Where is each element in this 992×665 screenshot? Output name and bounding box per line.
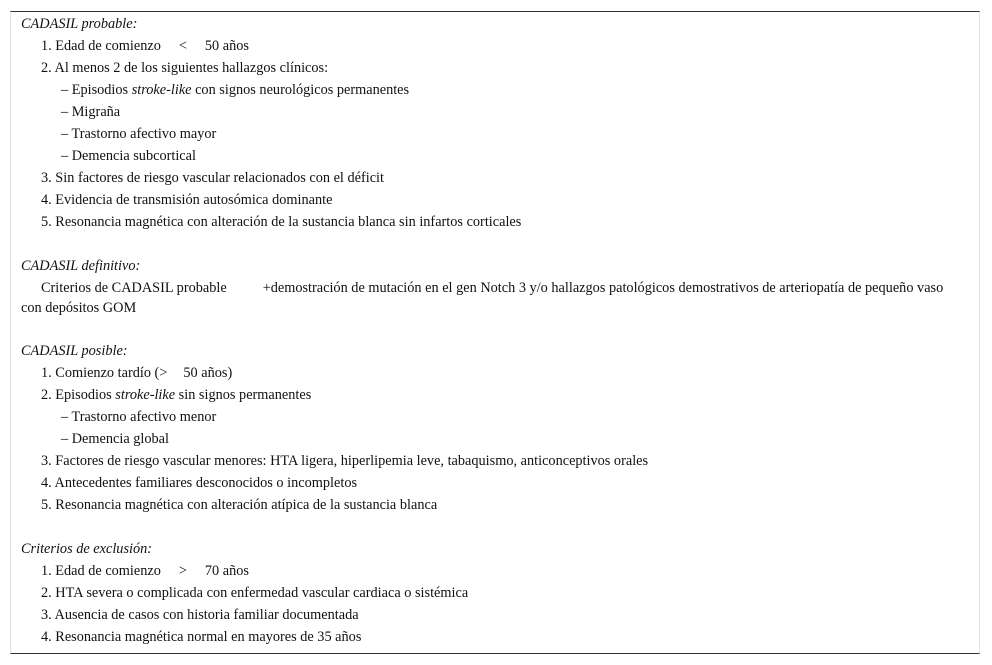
exclusion-item-2: 2. HTA severa o complicada con enfermedad vascular cardiaca o sistémica [41, 585, 469, 601]
probable-item-2: 2. Al menos 2 de los siguientes hallazgos clínicos: [41, 60, 329, 76]
section-title-definitivo: CADASIL definitivo: [21, 258, 141, 274]
section-title-exclusion: Criterios de exclusión: [21, 541, 153, 557]
probable-item-1 [21, 35, 957, 57]
section-title-posible: CADASIL posible: [21, 343, 128, 359]
posible-item-1-pre: 1. Comienzo tardío (> [41, 365, 168, 381]
probable-subitem-1-emphasis: stroke-like [131, 82, 192, 98]
probable-subitem-4: – Demencia subcortical [61, 148, 196, 164]
less-than-symbol: < [178, 38, 187, 54]
exclusion-item-1 [21, 560, 957, 582]
probable-subitem-3: – Trastorno afectivo mayor [61, 126, 217, 142]
posible-item-2-post: sin signos permanentes [175, 387, 312, 403]
probable-item-5: 5. Resonancia magnética con alteración de la sustancia blanca sin infartos corticales [41, 214, 522, 230]
definitivo-post: demostración de mutación en el gen Notch 3 y/o hallazgos patológicos demostrativos de arteriopatía de pequeño vaso con depósitos GOM [21, 280, 944, 316]
posible-subitem-2: – Demencia global [61, 431, 169, 447]
probable-subitem-1-pre: – Episodios [61, 82, 132, 98]
exclusion-item-1-label: 1. Edad de comienzo [41, 563, 161, 579]
probable-subitem-2: – Migraña [61, 104, 121, 120]
probable-item-3: 3. Sin factores de riesgo vascular relacionados con el déficit [41, 170, 384, 186]
exclusion-item-1-value: 70 años [204, 563, 249, 579]
section-title-probable: CADASIL probable: [21, 16, 138, 32]
definitivo-criteria [21, 278, 957, 318]
posible-item-2 [21, 384, 957, 406]
posible-item-2-emphasis: stroke-like [115, 387, 176, 403]
probable-item-1-value: 50 años [204, 38, 249, 54]
posible-item-2-pre: 2. Episodios [41, 387, 116, 403]
probable-item-1-label: 1. Edad de comienzo [41, 38, 161, 54]
exclusion-item-3: 3. Ausencia de casos con historia familiar documentada [41, 607, 359, 623]
posible-item-1-post: 50 años) [183, 365, 233, 381]
probable-subitem-1-post: con signos neurológicos permanentes [191, 82, 410, 98]
definitivo-pre: Criterios de CADASIL probable [41, 280, 227, 296]
probable-item-4: 4. Evidencia de transmisión autosómica dominante [41, 192, 333, 208]
probable-subitem-1 [21, 79, 957, 101]
posible-item-5: 5. Resonancia magnética con alteración atípica de la sustancia blanca [41, 497, 438, 513]
exclusion-item-4: 4. Resonancia magnética normal en mayores de 35 años [41, 629, 362, 645]
plus-symbol: + [262, 280, 271, 296]
posible-item-3: 3. Factores de riesgo vascular menores: HTA ligera, hiperlipemia leve, tabaquismo, anticonceptivos orales [41, 453, 649, 469]
criteria-content [21, 13, 957, 648]
posible-subitem-1: – Trastorno afectivo menor [61, 409, 217, 425]
posible-item-1 [21, 362, 957, 384]
posible-item-4: 4. Antecedentes familiares desconocidos o incompletos [41, 475, 358, 491]
greater-than-symbol: > [178, 563, 187, 579]
